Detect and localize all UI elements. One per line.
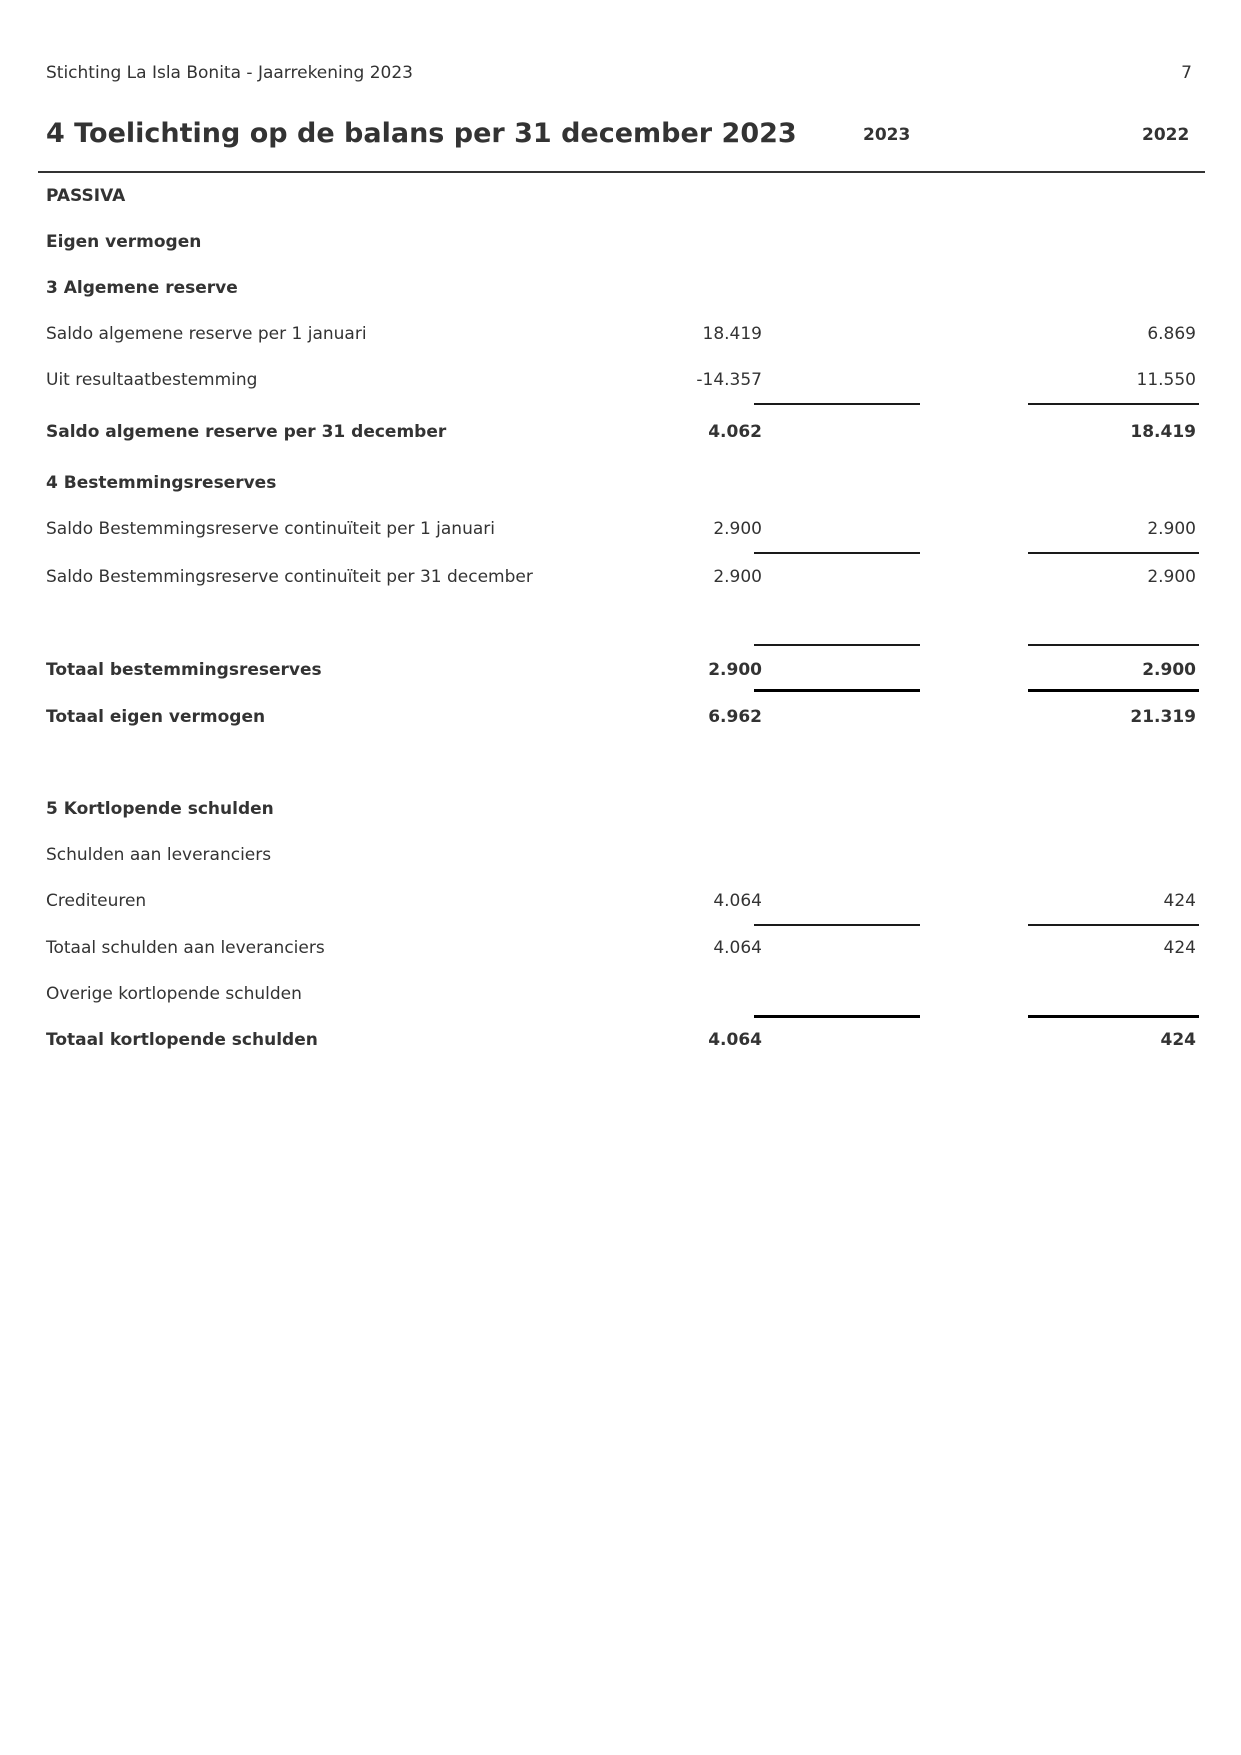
row-label: 5 Kortlopende schulden xyxy=(46,799,274,819)
row-label: 3 Algemene reserve xyxy=(46,278,238,298)
value-2022: 424 xyxy=(1163,938,1196,958)
table-row xyxy=(46,370,1196,400)
column-header-2022: 2022 xyxy=(1142,125,1190,145)
value-2023: 6.962 xyxy=(708,707,762,727)
row-label: Totaal schulden aan leveranciers xyxy=(46,938,325,958)
table-row-total xyxy=(46,422,1196,452)
schulden-leveranciers-heading xyxy=(46,845,1196,875)
value-2022: 18.419 xyxy=(1130,422,1196,442)
subtotal-rule xyxy=(1028,403,1199,405)
row-label: Saldo algemene reserve per 1 januari xyxy=(46,324,367,344)
passiva-heading xyxy=(46,186,1196,216)
value-2023: 2.900 xyxy=(713,519,762,539)
value-2022: 2.900 xyxy=(1147,567,1196,587)
subtotal-rule xyxy=(1028,552,1199,554)
value-2023: 2.900 xyxy=(713,567,762,587)
row-label: Totaal eigen vermogen xyxy=(46,707,266,727)
value-2022: 2.900 xyxy=(1142,660,1196,680)
bestemmingsreserves-heading xyxy=(46,473,1196,503)
row-label: Totaal kortlopende schulden xyxy=(46,1030,318,1050)
row-label: Overige kortlopende schulden xyxy=(46,984,302,1004)
row-label: Saldo Bestemmingsreserve continuïteit per 31 december xyxy=(46,567,533,587)
table-row xyxy=(46,324,1196,354)
table-row xyxy=(46,891,1196,921)
column-header-2023: 2023 xyxy=(863,125,911,145)
table-row xyxy=(46,938,1196,968)
value-2023: 4.062 xyxy=(708,422,762,442)
subtotal-rule xyxy=(754,552,920,554)
section-title: 4 Toelichting op de balans per 31 december 2023 xyxy=(46,118,797,149)
row-label: Eigen vermogen xyxy=(46,232,202,252)
row-label: Totaal bestemmingsreserves xyxy=(46,660,322,680)
value-2023: 18.419 xyxy=(702,324,762,344)
row-label: Saldo Bestemmingsreserve continuïteit per 1 januari xyxy=(46,519,495,539)
table-row xyxy=(46,519,1196,549)
row-label: 4 Bestemmingsreserves xyxy=(46,473,277,493)
value-2023: -14.357 xyxy=(696,370,762,390)
value-2022: 424 xyxy=(1163,891,1196,911)
value-2023: 4.064 xyxy=(708,1030,762,1050)
subtotal-rule xyxy=(754,403,920,405)
value-2022: 424 xyxy=(1160,1030,1196,1050)
eigen-vermogen-heading xyxy=(46,232,1196,262)
page-number: 7 xyxy=(1181,63,1192,83)
value-2022: 21.319 xyxy=(1130,707,1196,727)
total-rule xyxy=(1028,689,1199,692)
row-label: Schulden aan leveranciers xyxy=(46,845,272,865)
row-label: PASSIVA xyxy=(46,186,126,206)
row-label: Uit resultaatbestemming xyxy=(46,370,258,390)
subtotal-rule xyxy=(754,644,920,646)
row-label: Saldo algemene reserve per 31 december xyxy=(46,422,447,442)
table-row xyxy=(46,567,1196,597)
table-row-total xyxy=(46,1030,1196,1060)
subtotal-rule xyxy=(1028,924,1199,926)
title-divider xyxy=(38,171,1205,173)
value-2023: 4.064 xyxy=(713,938,762,958)
algemene-reserve-heading xyxy=(46,278,1196,308)
overige-schulden-heading xyxy=(46,984,1196,1014)
total-rule xyxy=(754,689,920,692)
kortlopende-schulden-heading xyxy=(46,799,1196,829)
subtotal-rule xyxy=(1028,644,1199,646)
row-label: Crediteuren xyxy=(46,891,147,911)
total-rule xyxy=(754,1015,920,1018)
value-2022: 11.550 xyxy=(1136,370,1196,390)
value-2023: 2.900 xyxy=(708,660,762,680)
total-rule xyxy=(1028,1015,1199,1018)
value-2022: 2.900 xyxy=(1147,519,1196,539)
table-row-total xyxy=(46,707,1196,737)
value-2023: 4.064 xyxy=(713,891,762,911)
document-title: Stichting La Isla Bonita - Jaarrekening 2023 xyxy=(46,63,413,83)
table-row-total xyxy=(46,660,1196,690)
subtotal-rule xyxy=(754,924,920,926)
value-2022: 6.869 xyxy=(1147,324,1196,344)
